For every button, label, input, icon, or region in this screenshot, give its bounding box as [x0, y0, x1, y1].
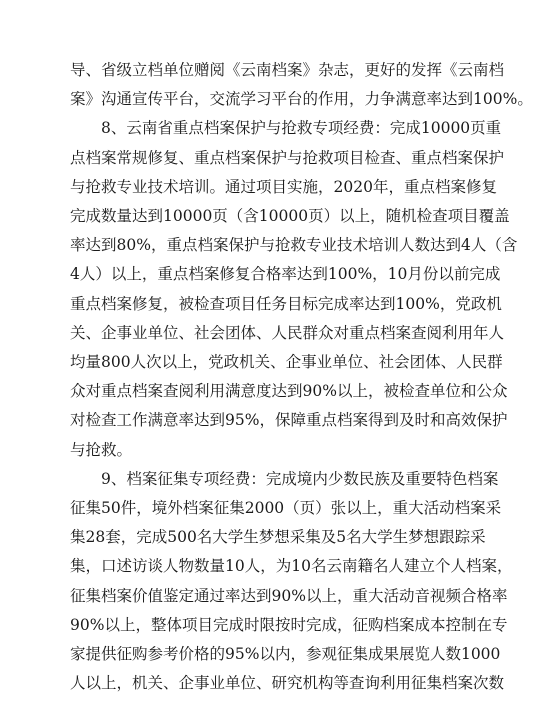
text-line: 集28套，完成500名大学生梦想采集及5名大学生梦想跟踪采	[70, 528, 486, 547]
text-line: 集，口述访谈人物数量10人，为10名云南籍名人建立个人档案，	[70, 557, 513, 576]
text-line: 对检查工作满意率达到95%，保障重点档案得到及时和高效保护	[70, 411, 508, 430]
paragraph-item-9	[70, 465, 513, 699]
text-line: 9、档案征集专项经费：完成境内少数民族及重要特色档案	[101, 469, 499, 488]
text-line: 4人）以上，重点档案修复合格率达到100%，10月份以前完成	[70, 265, 501, 284]
text-line: 8、云南省重点档案保护与抢救专项经费：完成10000页重	[101, 119, 502, 138]
text-line: 家提供征购参考价格的95%以内，参观征集成果展览人数1000	[70, 645, 501, 664]
text-line: 征集档案价值鉴定通过率达到90%以上，重大活动音视频合格率	[70, 586, 508, 605]
text-line: 关、企事业单位、社会团体、人民群众对重点档案查阅利用年人	[70, 323, 505, 342]
paragraph-item-8	[70, 114, 518, 464]
text-line: 与抢救。	[70, 440, 133, 459]
text-line: 导、省级立档单位赠阅《云南档案》杂志，更好的发挥《云南档	[70, 61, 505, 79]
paragraph-continuation	[70, 56, 533, 114]
text-line: 与抢救专业技术培训。通过项目实施，2020年，重点档案修复	[70, 177, 497, 196]
text-line: 众对重点档案查阅利用满意度达到90%以上，被检查单位和公众	[70, 382, 508, 401]
text-line: 征集50件，境外档案征集2000（页）张以上，重大活动档案采	[70, 499, 502, 518]
text-line: 均量800人次以上，党政机关、企事业单位、社会团体、人民群	[70, 353, 503, 372]
text-line: 案》沟通宣传平台，交流学习平台的作用，力争满意率达到100%。	[70, 90, 533, 109]
text-line: 人以上，机关、企事业单位、研究机构等查询利用征集档案次数	[70, 674, 505, 693]
text-line: 点档案常规修复、重点档案保护与抢救项目检查、重点档案保护	[70, 148, 505, 167]
text-line: 90%以上，整体项目完成时限按时完成，征购档案成本控制在专	[70, 615, 508, 634]
text-line: 完成数量达到10000页（含10000页）以上，随机检查项目覆盖	[70, 207, 510, 226]
text-line: 重点档案修复，被检查项目任务目标完成率达到100%，党政机	[70, 294, 502, 313]
text-line: 率达到80%，重点档案保护与抢救专业技术培训人数达到4人（含	[70, 236, 518, 255]
document-page	[70, 56, 533, 698]
